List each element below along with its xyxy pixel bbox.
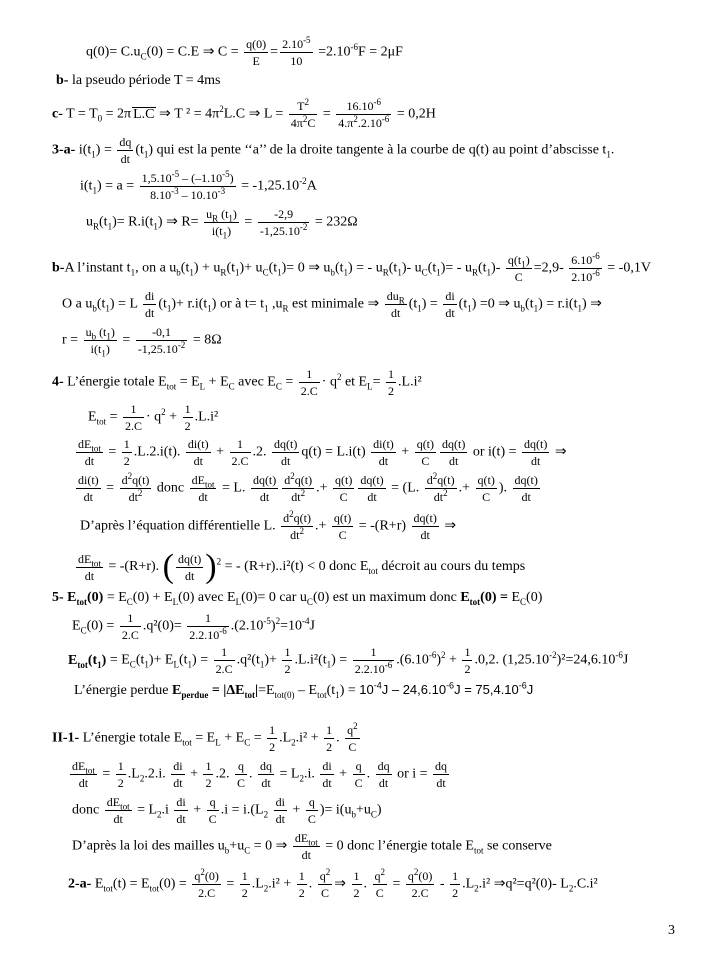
line-c-periode: c- $T = T_0 = 2\pi$ L.C ⇒ T $^2 = 4\pi^2L.C$ ⇒ L = $\frac{T^2}{4\pi^2C}$ = $\frac{16.10^{-6}}{4.\pi^2.2.10^{-6}}$ = 0,2H xyxy=(52,97,436,130)
line-2a: 2-a- $E_{tot}(t) = E_{tot}(0)$ = $\frac{q^2(0)}{2.C}$ = $\frac{1}{2}$ $.L_2.i^2$ + $\frac{1}{2}$ . $\frac{q^2}{C}$ ⇒ $\frac{1}{2}$ . $\frac{q^2}{C}$ = $\frac{q^2(0)}{2.C}$ - $\frac{1}{2}$ $.L_2.i^2$ ⇒q²=q²(0)- $L_2.C.i^2$ xyxy=(68,867,598,900)
line-O: O a $u_b(t_1) = L$ $\frac{di}{dt}$ $(t_1)+ r.i(t_1)$ or à $t= t_1$ $,u_R$ est minimale ⇒ $du_R$ dt $(t_1)$ = $\frac{di}{dt}$ $(t_1) =0$ ⇒ $u_b(t_1) = r.i(t_1)$ ⇒ xyxy=(62,289,602,320)
line-dEtot-final: $dE_{tot}$ dt = -(R+r). ( $\frac{dq(t)}{dt}$ )$^2$ = - (R+r)..i²(t) < 0 donc $E_{tot}$ décroit au cours du temps xyxy=(78,548,526,585)
line-Etot: $E_{tot}$ = $\frac{1}{2.C}$ · $q^2$ + $\frac{1}{2}$ .L.i² xyxy=(88,402,219,433)
line-mailles: D’après la loi des mailles $u_b+u_C = 0$ ⇒ $dE_{tot}$ dt = 0 donc l’énergie totale $E_{tot}$ se conserve xyxy=(72,831,552,862)
line-5-Etot: 5- $E_{tot}(0) = E_C(0) + E_L(0)$ avec $E_L(0)= 0$ car $u_C(0)$ est un maximum donc $E_{tot}(0) = E_C(0)$ xyxy=(52,590,543,607)
line-uR-value: $u_R(t_1)= R.i(t_1)$ ⇒ R= $\frac{u_R (t_1)}{i(t_1)}$ = $\frac{-2,9}{-1,25.10^{-2}}$ = 232Ω xyxy=(86,207,358,241)
line-pseudo-periode: b- la pseudo période T = 4ms xyxy=(56,73,221,88)
line-EC0: $E_C(0)$ = $\frac{1}{2.C}$ .q²(0)= $\frac{1}{2.2.10^{-6}}$ $.(2.10^{-5})^2=10^{-4}J$ xyxy=(72,611,315,642)
line-4-energie: 4- L’énergie totale $E_{tot} = E_L + E_C$ avec $E_C$ = $\frac{1}{2.C}$ · $q^2$ et $E_L=$ $\frac{1}{2}$ .L.i² xyxy=(52,367,422,398)
line-apres: D’après l’équation différentielle L. $\frac{d^2q(t)}{dt^2}$ .+ $\frac{q(t)}{C}$ = -(R+r) $\frac{dq(t)}{dt}$ ⇒ xyxy=(80,509,457,542)
line-dEtot: $dE_{tot}$ dt = $\frac{1}{2}$ .L.2.i(t). $\frac{di(t)}{dt}$ + $\frac{1}{2.C}$ .2. $\frac{dq(t)}{dt}$ q(t) = L.i(t) $\frac{di(t)}{dt}$ + $\frac{q(t)}{C}$ $\frac{dq(t)}{dt}$ or i(t) = $\frac{dq(t)}{dt}$ ⇒ xyxy=(78,437,567,468)
equation-q0: $q(0)= C.u_C(0) = C.E$ ⇒ C = $\frac{q(0)}{E}$ = $\frac{2.10^{-5}}{10}$ $=2.10^{-6}F = 2\mu F$ xyxy=(86,35,403,68)
line-II-dEtot: $dE_{tot}$ dt = $\frac{1}{2}$ $.L_2.2.i$. $\frac{di}{dt}$ + $\frac{1}{2}$ .2. $\frac{q}{C}$ . $\frac{dq}{dt}$ = $L_2.i$. $\frac{di}{dt}$ + $\frac{q}{C}$ . $\frac{dq}{dt}$ or i = $\frac{dq}{dt}$ xyxy=(72,759,448,790)
line-3a: 3-a- $i(t_1)$ = $\frac{dq}{dt}$ $(t_1)$ qui est la pente ‘‘a’’ de la droite tangente à la courbe de q(t) au point d’abscisse $t_1$. xyxy=(52,135,615,166)
line-di-dt: $\frac{di(t)}{dt}$ = $\frac{d^2q(t)}{dt^2}$ donc $dE_{tot}$ dt = L. $\frac{dq(t)}{dt}$ $\frac{d^2q(t)}{dt^2}$ .+ $\frac{q(t)}{C}$ $\frac{dq(t)}{dt}$ = (L. $\frac{d^2q(t)}{dt^2}$ .+ $\frac{q(t)}{C}$ ). $\frac{dq(t)}{dt}$ xyxy=(78,471,538,504)
line-r: r = $\frac{u_b (t_1)}{i(t_1)}$ = $\frac{-0,1}{-1,25.10^{-2}}$ = 8Ω xyxy=(62,325,222,359)
line-Etot-t1: $E_{tot}(t_1) = E_C(t_1)+ E_L(t_1)$ = $\frac{1}{2.C}$ $.q^2(t_1)+$ $\frac{1}{2}$ $.L.i^2(t_1)$ = $\frac{1}{2.2.10^{-6}}$ $.(6.10^{-6})^2$ + $\frac{1}{2}$ .0,2. $(1,25.10^{-2})^2=24,6.10^{-6}J$ xyxy=(68,645,629,676)
page-number: 3 xyxy=(668,923,675,938)
line-i-value: $i(t_1) = a$ = $\frac{1,5.10^{-5} - (-1.10^{-5})}{8.10^{-3} - 10.10^{-3}}$ = $-1,25.10^{-2}A$ xyxy=(80,169,317,202)
line-b-instant: b-A l’instant $t_1$, on a $u_b(t_1) + u_R(t_1)+ u_C(t_1)= 0$ ⇒ $u_b(t_1)$ = - $u_R(t_1)-$ $u_C(t_1)= - u_R(t_1)-$ $\frac{q(t_1)}{C}$ =2,9- $\frac{6.10^{-6}}{2.10^{-6}}$ = -0,1V xyxy=(52,251,651,284)
line-donc: donc $dE_{tot}$ dt = $L_2.i$ $\frac{di}{dt}$ + $\frac{q}{C}$ $.i = i.(L_2$ $\frac{di}{dt}$ + $\frac{q}{C}$ )= $i(u_b+u_C)$ xyxy=(72,795,382,826)
line-perdue: L’énergie perdue $E_{perdue} = |\Delta E_{tot}|=E_{tot(0)} - E_{tot}(t_1) = 10^{-4}J - 24,6.10^{-6}J = 75,4.10^{-6}J$ xyxy=(74,680,534,700)
line-II-1: II-1- L’énergie totale $E_{tot} = E_L + E_C$ = $\frac{1}{2}$ $.L_2.i^2$ + $\frac{1}{2}$ . $\frac{q^2}{C}$ xyxy=(52,721,358,754)
